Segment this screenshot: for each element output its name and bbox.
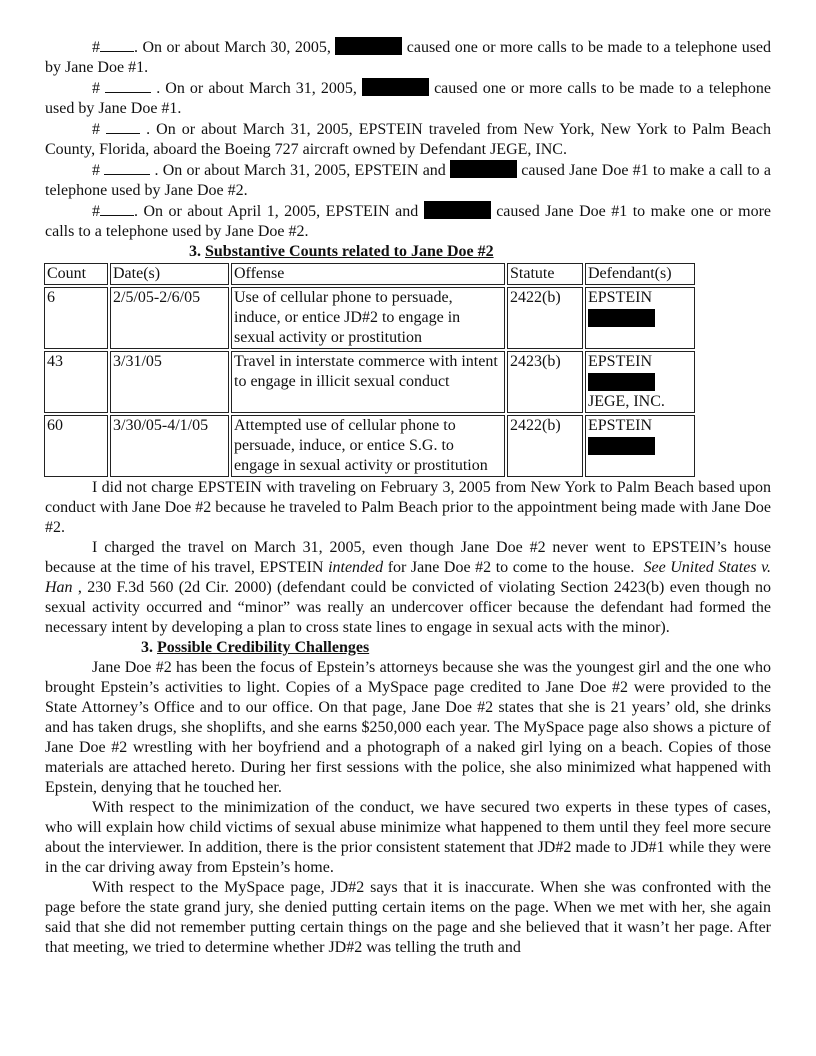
emphasis-intended: intended bbox=[328, 559, 384, 576]
cell-defendants bbox=[585, 415, 695, 477]
document-body bbox=[45, 37, 771, 958]
paragraph-february-travel: I did not charge EPSTEIN with traveling on February 3, 2005 from New York to Palm Beach based upon conduct with Jane Doe #2 because he traveled to Palm Beach prior to the appointment being made with Jane Doe #2. bbox=[45, 479, 771, 536]
text-run: for Jane Doe #2 to come to the house. bbox=[387, 559, 635, 576]
heading-number: 3. bbox=[141, 639, 153, 656]
redaction-box bbox=[588, 437, 655, 455]
defendant-name: EPSTEIN bbox=[588, 289, 652, 306]
paragraph-myspace: With respect to the MySpace page, JD#2 says that it is inaccurate. When she was confronted with the page before the state grand jury, she denied putting certain items on the page. When we met with her, she again said that she did not remember putting certain things on the page and she believed that it wasn’t her page. After that meeting, we tried to determine whether JD#2 was telling the truth and bbox=[45, 879, 771, 956]
table-row bbox=[44, 287, 695, 349]
cell-statute: 2422(b) bbox=[507, 415, 583, 477]
overt-act-1 bbox=[45, 37, 771, 78]
act-number: # bbox=[92, 203, 100, 220]
cell-dates: 3/31/05 bbox=[110, 351, 229, 413]
redaction-box bbox=[588, 309, 655, 327]
blank-line bbox=[106, 119, 140, 134]
case-name: United States v. Han bbox=[45, 559, 772, 596]
cell-statute: 2423(b) bbox=[507, 351, 583, 413]
overt-act-2 bbox=[45, 78, 771, 119]
heading-title: Substantive Counts related to Jane Doe #2 bbox=[205, 243, 494, 260]
redaction-box bbox=[424, 201, 491, 219]
act-number: # bbox=[92, 162, 100, 179]
table-row bbox=[44, 415, 695, 477]
cell-dates: 2/5/05-2/6/05 bbox=[110, 287, 229, 349]
cell-offense: Use of cellular phone to persuade, induce, or entice JD#2 to engage in sexual activity or prostitution bbox=[231, 287, 505, 349]
blank-line bbox=[100, 37, 134, 52]
redaction-box bbox=[335, 37, 402, 55]
act-text: caused one or more calls to be made to a telephone used by Jane Doe #1. bbox=[45, 80, 772, 117]
overt-act-4 bbox=[45, 160, 771, 201]
act-text: . On or about April 1, 2005, EPSTEIN and bbox=[134, 203, 419, 220]
cell-defendants bbox=[585, 287, 695, 349]
blank-line bbox=[104, 160, 150, 175]
cell-count: 6 bbox=[44, 287, 108, 349]
redaction-box bbox=[450, 160, 517, 178]
cell-offense: Travel in interstate commerce with intent to engage in illicit sexual conduct bbox=[231, 351, 505, 413]
redaction-box bbox=[362, 78, 429, 96]
cell-offense: Attempted use of cellular phone to persuade, induce, or entice S.G. to engage in sexual activity or prostitution bbox=[231, 415, 505, 477]
header-offense: Offense bbox=[231, 263, 505, 285]
act-text: caused one or more calls to be made to a telephone used by Jane Doe #1. bbox=[45, 39, 772, 76]
table-header-row bbox=[44, 263, 695, 285]
act-number: # bbox=[92, 80, 100, 97]
act-text: . On or about March 31, 2005, bbox=[156, 80, 357, 97]
overt-act-5 bbox=[45, 201, 771, 242]
paragraph-march-travel bbox=[45, 538, 771, 638]
section-heading-substantive-counts bbox=[45, 242, 771, 262]
heading-number: 3. bbox=[189, 243, 201, 260]
defendant-name: EPSTEIN bbox=[588, 417, 652, 434]
header-count: Count bbox=[44, 263, 108, 285]
blank-line bbox=[100, 201, 134, 216]
act-text: caused Jane Doe #1 to make one or more calls to a telephone used by Jane Doe #2. bbox=[45, 203, 772, 240]
defendant-name-extra: JEGE, INC. bbox=[588, 393, 665, 410]
section-heading-credibility bbox=[45, 638, 771, 658]
paragraph-credibility: Jane Doe #2 has been the focus of Epstein’s attorneys because she was the youngest girl and the one who brought Epstein’s activities to light. Copies of a MySpace page credited to Jane Doe #2 were provided to the State Attorney’s Office and to our office. On that page, Jane Doe #2 states that she is 21 years’ old, she drinks and has taken drugs, she shoplifts, and she earns $250,000 each year. The MySpace page also shows a picture of Jane Doe #2 wrestling with her boyfriend and a photograph of a naked girl lying on a beach. Copies of those materials are attached hereto. During her first sessions with the police, she also minimized what happened with Epstein, denying that he touched her. bbox=[45, 659, 771, 796]
overt-act-3 bbox=[45, 119, 771, 160]
table-row bbox=[44, 351, 695, 413]
act-text: . On or about March 30, 2005, bbox=[134, 39, 331, 56]
counts-table bbox=[42, 261, 697, 479]
cell-defendants bbox=[585, 351, 695, 413]
cell-statute: 2422(b) bbox=[507, 287, 583, 349]
cell-dates: 3/30/05-4/1/05 bbox=[110, 415, 229, 477]
blank-line bbox=[105, 78, 151, 93]
heading-title: Possible Credibility Challenges bbox=[157, 639, 370, 656]
header-statute: Statute bbox=[507, 263, 583, 285]
act-number: # bbox=[92, 39, 100, 56]
act-text: caused Jane Doe #1 to make a call to a telephone used by Jane Doe #2. bbox=[45, 162, 771, 199]
header-defendants: Defendant(s) bbox=[585, 263, 695, 285]
cell-count: 43 bbox=[44, 351, 108, 413]
act-text: . On or about March 31, 2005, EPSTEIN traveled from New York, New York to Palm Beach County, Florida, aboard the Boeing 727 aircraft owned by Defendant JEGE, INC. bbox=[45, 121, 772, 158]
citation-signal: See bbox=[643, 559, 666, 576]
text-run: I charged the travel on March 31, 2005, even though Jane Doe #2 never went to EPSTEIN’s house because at the time of his travel, EPSTEIN bbox=[45, 539, 771, 576]
defendant-name: EPSTEIN bbox=[588, 353, 652, 370]
paragraph-minimization: With respect to the minimization of the conduct, we have secured two experts in these types of cases, who will explain how child victims of sexual abuse minimize what happened to them until they feel more secure about the interviewer. In addition, there is the prior consistent statement that JD#2 made to JD#1 while they were in the car driving away from Epstein’s home. bbox=[45, 799, 771, 876]
text-run: , 230 F.3d 560 (2d Cir. 2000) (defendant could be convicted of violating Section 2423(b) even though no sexual activity occurred and “minor” was really an undercover officer because the defendant had formed the necessary intent by developing a plan to cross state lines to engage in sexual acts with the minor). bbox=[45, 579, 772, 636]
act-number: # bbox=[92, 121, 100, 138]
header-dates: Date(s) bbox=[110, 263, 229, 285]
redaction-box bbox=[588, 373, 655, 391]
cell-count: 60 bbox=[44, 415, 108, 477]
act-text: . On or about March 31, 2005, EPSTEIN and bbox=[154, 162, 446, 179]
